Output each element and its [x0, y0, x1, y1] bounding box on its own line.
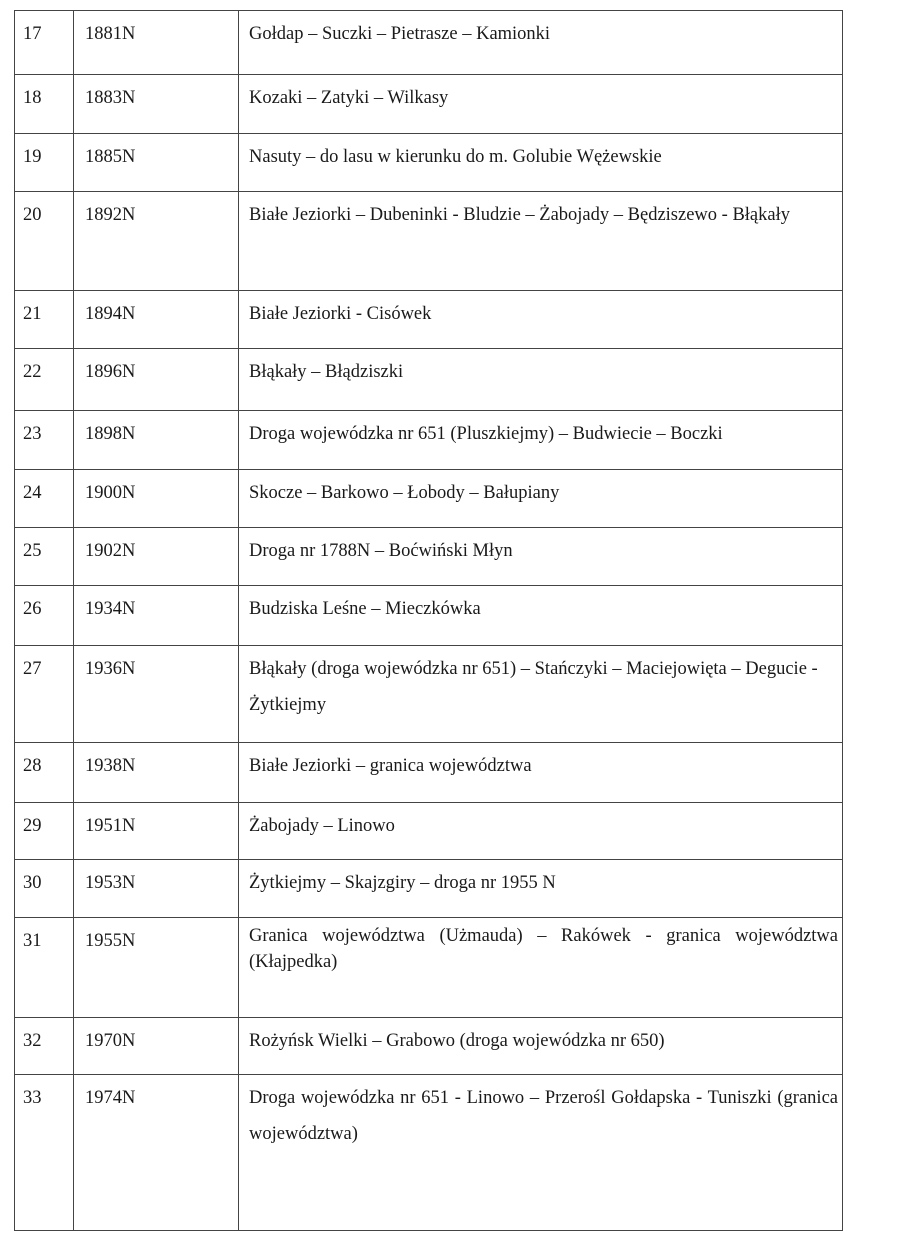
road-description: Błąkały (droga wojewódzka nr 651) – Stańczyki – Maciejowięta – Degucie - Żytkiejmy [239, 646, 843, 743]
table-row [15, 291, 843, 349]
road-number: 1898N [74, 411, 239, 470]
table-row [15, 528, 843, 586]
road-description: Nasuty – do lasu w kierunku do m. Golubie Wężewskie [239, 134, 843, 192]
road-number: 1953N [74, 860, 239, 918]
road-description: Białe Jeziorki – Dubeninki - Bludzie – Żabojady – Będziszewo - Błąkały [239, 192, 843, 291]
table-row [15, 75, 843, 134]
table-row [15, 918, 843, 1018]
road-number: 1934N [74, 586, 239, 646]
road-description: Rożyńsk Wielki – Grabowo (droga wojewódzka nr 650) [239, 1018, 843, 1075]
row-number: 33 [15, 1075, 74, 1231]
road-number: 1902N [74, 528, 239, 586]
road-number: 1892N [74, 192, 239, 291]
row-number: 31 [15, 918, 74, 1018]
row-number: 18 [15, 75, 74, 134]
table-row [15, 411, 843, 470]
table-row [15, 860, 843, 918]
road-number: 1955N [74, 918, 239, 1018]
road-description: Kozaki – Zatyki – Wilkasy [239, 75, 843, 134]
road-number: 1938N [74, 743, 239, 803]
table-row [15, 470, 843, 528]
road-number: 1970N [74, 1018, 239, 1075]
table-row [15, 646, 843, 743]
road-description: Droga nr 1788N – Boćwiński Młyn [239, 528, 843, 586]
row-number: 20 [15, 192, 74, 291]
row-number: 19 [15, 134, 74, 192]
row-number: 24 [15, 470, 74, 528]
road-number: 1936N [74, 646, 239, 743]
table-row [15, 349, 843, 411]
row-number: 25 [15, 528, 74, 586]
road-number: 1885N [74, 134, 239, 192]
road-description: Żytkiejmy – Skajzgiry – droga nr 1955 N [239, 860, 843, 918]
road-number: 1883N [74, 75, 239, 134]
road-description: Białe Jeziorki - Cisówek [239, 291, 843, 349]
table-row [15, 1018, 843, 1075]
road-number: 1900N [74, 470, 239, 528]
row-number: 32 [15, 1018, 74, 1075]
road-description: Gołdap – Suczki – Pietrasze – Kamionki [239, 11, 843, 75]
road-number: 1951N [74, 803, 239, 860]
road-number: 1974N [74, 1075, 239, 1231]
table-row [15, 11, 843, 75]
table-row [15, 586, 843, 646]
table-row [15, 1075, 843, 1231]
roads-table [14, 10, 843, 1231]
row-number: 21 [15, 291, 74, 349]
road-description: Droga wojewódzka nr 651 (Pluszkiejmy) – Budwiecie – Boczki [239, 411, 843, 470]
road-description: Granica województwa (Użmauda) – Rakówek - granica województwa (Kłajpedka) [239, 918, 843, 1018]
table-row [15, 192, 843, 291]
row-number: 23 [15, 411, 74, 470]
road-description: Skocze – Barkowo – Łobody – Bałupiany [239, 470, 843, 528]
table-row [15, 743, 843, 803]
road-description: Białe Jeziorki – granica województwa [239, 743, 843, 803]
row-number: 30 [15, 860, 74, 918]
row-number: 26 [15, 586, 74, 646]
table-row [15, 134, 843, 192]
road-description: Budziska Leśne – Mieczkówka [239, 586, 843, 646]
row-number: 27 [15, 646, 74, 743]
road-description: Żabojady – Linowo [239, 803, 843, 860]
row-number: 28 [15, 743, 74, 803]
road-description: Błąkały – Błądziszki [239, 349, 843, 411]
road-description: Droga wojewódzka nr 651 - Linowo – Przerośl Gołdapska - Tuniszki (granica województwa) [239, 1075, 843, 1231]
road-number: 1896N [74, 349, 239, 411]
row-number: 22 [15, 349, 74, 411]
road-number: 1881N [74, 11, 239, 75]
row-number: 29 [15, 803, 74, 860]
table-row [15, 803, 843, 860]
row-number: 17 [15, 11, 74, 75]
road-number: 1894N [74, 291, 239, 349]
